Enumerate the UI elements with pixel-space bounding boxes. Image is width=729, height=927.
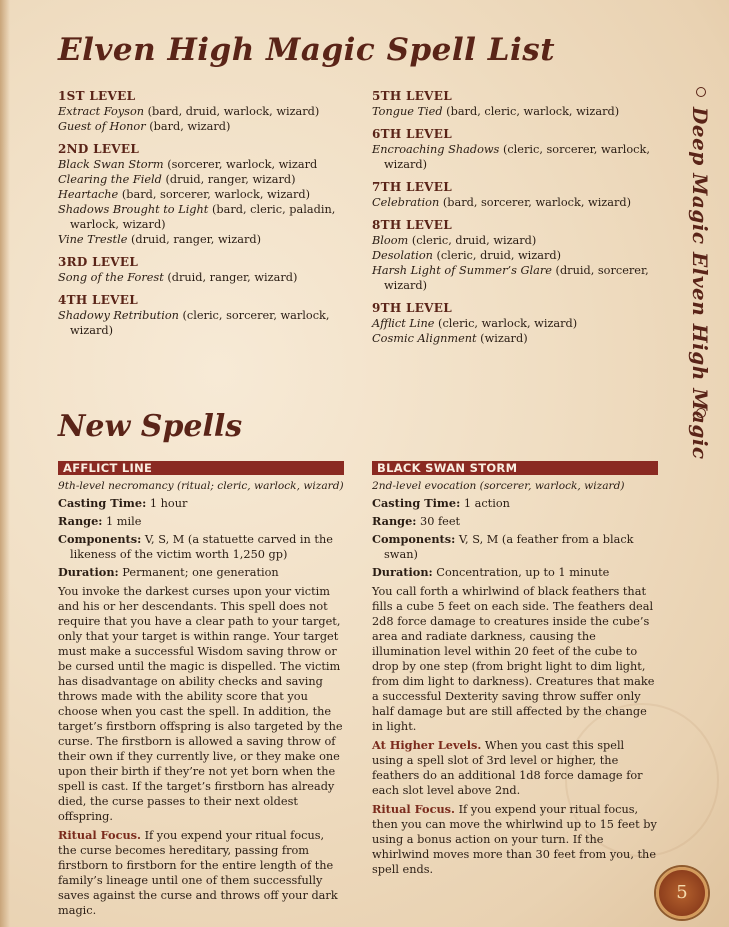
spell-list-left — [58, 88, 348, 338]
list-item: Clearing the Field (druid, ranger, wizard) — [58, 173, 296, 186]
spell-school: 9th-level necromancy (ritual; cleric, warlock, wizard) — [58, 480, 344, 492]
duration: Duration: Concentration, up to 1 minute — [372, 565, 610, 579]
ritual-focus: Ritual Focus. If you expend your ritual focus, then you can move the whirlwind up to 15 feet by using a bonus action on your turn. If the whirlwind moves more than 30 feet from you, the spell ends. — [372, 802, 657, 876]
ornament-dot-icon — [696, 87, 706, 97]
level-heading: 9TH LEVEL — [372, 301, 452, 315]
page-title: Elven High Magic Spell List — [58, 32, 556, 68]
casting-time: Casting Time: 1 hour — [58, 496, 188, 510]
spell-black-swan-storm — [372, 461, 658, 877]
ornament-dot-icon — [696, 408, 706, 418]
list-item: Desolation (cleric, druid, wizard) — [372, 249, 562, 262]
list-item: Guest of Honor (bard, wizard) — [58, 120, 231, 133]
list-item: Bloom (cleric, druid, wizard) — [372, 234, 537, 247]
spell-list-right — [372, 88, 672, 346]
section-title: New Spells — [58, 409, 243, 444]
list-item: Heartache (bard, sorcerer, warlock, wizard) — [58, 188, 311, 201]
spell-description: You call forth a whirlwind of black feathers that fills a cube 5 feet on each side. The feathers deal 2d8 force damage to creatures inside the cube’s area and radiate darkness, causing the illumination level within 20 feet of the cube to drop by one step (from bright light to dim light, from dim light to darkness). Creatures that make a successful Dexterity saving throw suffer only half damage but are still affected by the change in light. — [372, 585, 655, 733]
level-heading: 4TH LEVEL — [58, 293, 138, 307]
list-item: Shadows Brought to Light (bard, cleric, paladin, warlock, wizard) — [58, 203, 336, 231]
level-heading: 8TH LEVEL — [372, 218, 452, 232]
level-heading: 3RD LEVEL — [58, 255, 139, 269]
list-item: Vine Trestle (druid, ranger, wizard) — [58, 233, 262, 246]
list-item: Harsh Light of Summer’s Glare (druid, sorcerer, wizard) — [372, 264, 649, 292]
list-item: Extract Foyson (bard, druid, warlock, wizard) — [58, 105, 320, 118]
ritual-focus: Ritual Focus. If you expend your ritual focus, the curse becomes hereditary, passing from firstborn to firstborn for the entire length of the family’s lineage until one of them successfully saves against the curse and throws off your dark magic. — [58, 828, 338, 917]
range: Range: 1 mile — [58, 514, 142, 528]
level-heading: 6TH LEVEL — [372, 127, 452, 141]
page-edge-shadow — [0, 0, 10, 927]
list-item: Tongue Tied (bard, cleric, warlock, wizard) — [372, 105, 620, 118]
level-heading: 7TH LEVEL — [372, 180, 452, 194]
range: Range: 30 feet — [372, 514, 461, 528]
chapter-sidebar — [688, 85, 714, 460]
components: Components: V, S, M (a feather from a black swan) — [372, 532, 634, 561]
list-item: Song of the Forest (druid, ranger, wizard) — [58, 271, 298, 284]
page-number-badge: 5 — [656, 867, 708, 919]
spell-name-bar: BLACK SWAN STORM — [372, 461, 658, 475]
casting-time: Casting Time: 1 action — [372, 496, 510, 510]
spell-description: You invoke the darkest curses upon your victim and his or her descendants. This spell does not require that you have a clear path to your target, only that your target is within range. Your target must make a successful Wisdom saving throw or be cursed until the magic is dispelled. The victim has disadvantage on ability checks and saving throws made with the ability score that you choose when you cast the spell. In addition, the target’s firstborn offspring is also targeted by the curse. The firstborn is allowed a saving throw of their own if they currently live, or they make one upon their birth if they’re not yet born when the spell is cast. If the target’s firstborn has already died, the curse passes to their next oldest offspring. — [58, 585, 343, 823]
spell-afflict-line — [58, 461, 344, 918]
list-item: Celebration (bard, sorcerer, warlock, wizard) — [372, 196, 632, 209]
list-item: Black Swan Storm (sorcerer, warlock, wizard — [58, 158, 318, 171]
level-heading: 2ND LEVEL — [58, 142, 140, 156]
list-item: Afflict Line (cleric, warlock, wizard) — [372, 317, 578, 330]
components: Components: V, S, M (a statuette carved in the likeness of the victim worth 1,250 gp) — [58, 532, 333, 561]
chapter-title-vertical: Deep Magic Elven High Magic — [688, 107, 712, 460]
spell-name-bar: AFFLICT LINE — [58, 461, 344, 475]
spell-school: 2nd-level evocation (sorcerer, warlock, wizard) — [372, 480, 625, 492]
level-heading: 5TH LEVEL — [372, 89, 452, 103]
duration: Duration: Permanent; one generation — [58, 565, 279, 579]
level-heading: 1ST LEVEL — [58, 89, 136, 103]
list-item: Encroaching Shadows (cleric, sorcerer, warlock, wizard) — [372, 143, 650, 171]
list-item: Shadowy Retribution (cleric, sorcerer, warlock, wizard) — [58, 309, 330, 337]
list-item: Cosmic Alignment (wizard) — [372, 332, 528, 345]
at-higher-levels: At Higher Levels. When you cast this spell using a spell slot of 3rd level or higher, the feathers do an additional 1d8 force damage for each slot level above 2nd. — [372, 738, 643, 797]
